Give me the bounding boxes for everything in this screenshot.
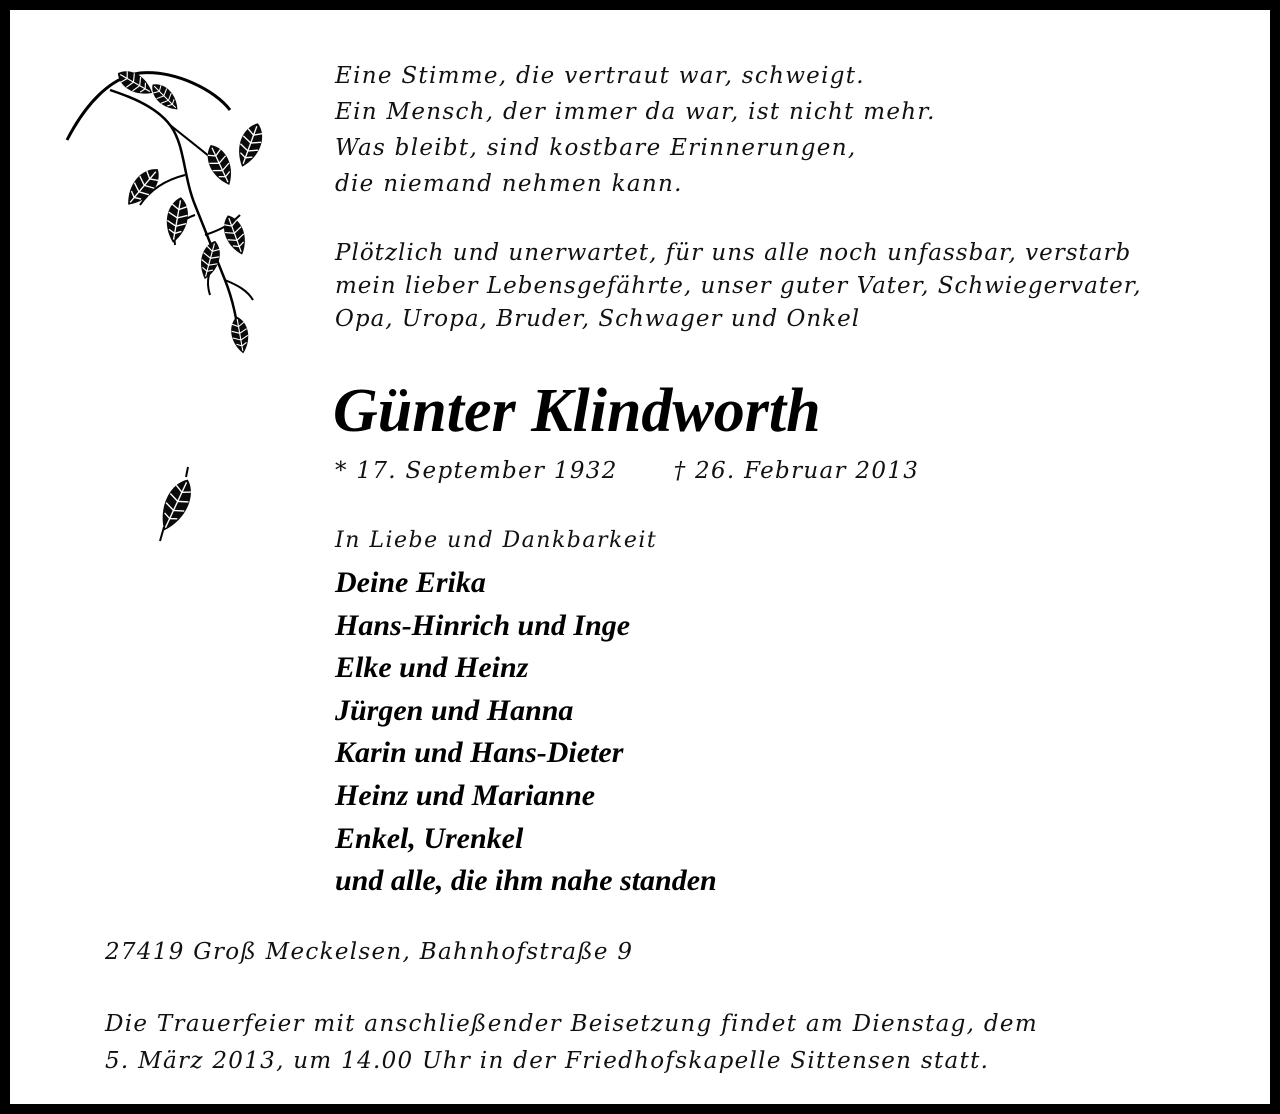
service-line: Die Trauerfeier mit anschließender Beisetzung findet am Dienstag, dem bbox=[105, 1011, 1038, 1037]
mourners-intro: In Liebe und Dankbarkeit bbox=[335, 528, 658, 553]
poem-line: Ein Mensch, der immer da war, ist nicht mehr. bbox=[335, 99, 936, 125]
mourner-name: Karin und Hans-Dieter bbox=[335, 736, 624, 770]
mourner-name: Jürgen und Hanna bbox=[335, 693, 574, 727]
birch-branch-icon bbox=[65, 65, 280, 375]
poem-line: Was bleibt, sind kostbare Erinnerungen, bbox=[335, 135, 857, 161]
announcement-line: Plötzlich und unerwartet, für uns alle noch unfassbar, verstarb bbox=[335, 240, 1132, 266]
life-dates bbox=[335, 454, 919, 488]
mourner-name: Elke und Heinz bbox=[335, 651, 529, 685]
mourner-name: Enkel, Urenkel bbox=[335, 821, 524, 855]
family-address: 27419 Groß Meckelsen, Bahnhofstraße 9 bbox=[105, 939, 634, 965]
poem-line: die niemand nehmen kann. bbox=[335, 171, 683, 197]
memorial-poem bbox=[335, 58, 936, 202]
birth-date: * 17. September 1932 bbox=[335, 458, 618, 484]
mourners-list bbox=[335, 562, 717, 903]
mourner-name: Hans-Hinrich und Inge bbox=[335, 608, 631, 642]
death-announcement bbox=[335, 237, 1142, 336]
funeral-service-info bbox=[105, 1006, 1038, 1080]
announcement-line: Opa, Uropa, Bruder, Schwager und Onkel bbox=[335, 306, 861, 332]
death-date: † 26. Februar 2013 bbox=[673, 458, 920, 484]
poem-line: Eine Stimme, die vertraut war, schweigt. bbox=[335, 63, 865, 89]
deceased-name: Günter Klindworth bbox=[333, 377, 821, 445]
mourner-name: und alle, die ihm nahe standen bbox=[335, 864, 717, 898]
mourner-name: Heinz und Marianne bbox=[335, 778, 596, 812]
announcement-line: mein lieber Lebensgefährte, unser guter Vater, Schwiegervater, bbox=[335, 273, 1142, 299]
falling-leaf-icon bbox=[150, 465, 210, 545]
mourner-name: Deine Erika bbox=[335, 566, 486, 599]
service-line: 5. März 2013, um 14.00 Uhr in der Friedhofskapelle Sittensen statt. bbox=[105, 1048, 990, 1074]
